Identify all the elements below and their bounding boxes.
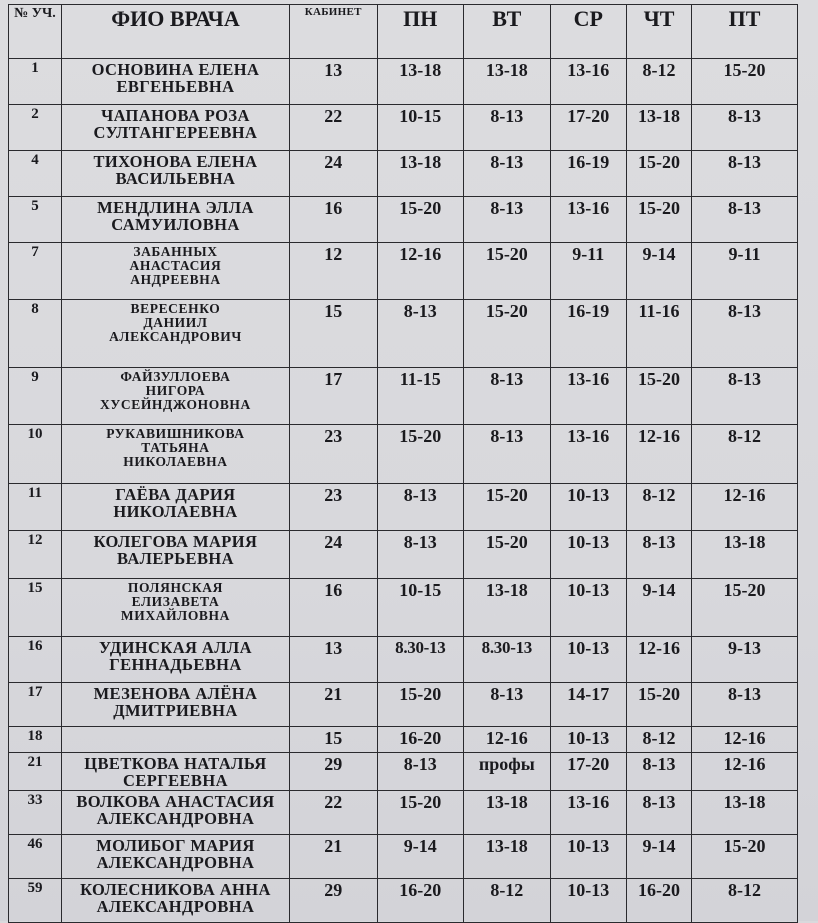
row-number: 17 [9, 683, 62, 727]
hours-tue: профы [464, 753, 551, 791]
hours-thu: 12-16 [626, 425, 691, 484]
row-number: 4 [9, 151, 62, 197]
doctor-name-line: АЛЕКСАНДРОВНА [96, 853, 255, 873]
hours-wed: 10-13 [550, 579, 626, 637]
cabinet-number: 17 [289, 368, 377, 425]
hours-thu: 8-12 [626, 59, 691, 105]
table-row [9, 105, 798, 151]
header-fri: ПТ [692, 5, 798, 59]
doctor-name [61, 105, 289, 151]
hours-fri: 9-13 [692, 637, 798, 683]
hours-wed: 17-20 [550, 753, 626, 791]
cabinet-number: 13 [289, 59, 377, 105]
doctor-name [61, 151, 289, 197]
hours-tue: 8-13 [464, 368, 551, 425]
hours-tue: 8-13 [464, 105, 551, 151]
table-row [9, 368, 798, 425]
hours-fri: 8-13 [692, 105, 798, 151]
cabinet-number: 21 [289, 683, 377, 727]
table-row [9, 879, 798, 923]
table-row [9, 300, 798, 368]
hours-wed: 10-13 [550, 484, 626, 531]
row-number: 33 [9, 791, 62, 835]
doctor-name-line: ХУСЕЙНДЖОНОВНА [100, 397, 251, 413]
header-fio: ФИО ВРАЧА [61, 5, 289, 59]
hours-thu: 16-20 [626, 879, 691, 923]
header-cabinet: КАБИНЕТ [289, 5, 377, 59]
row-number: 16 [9, 637, 62, 683]
doctor-name [61, 243, 289, 300]
cabinet-number: 21 [289, 835, 377, 879]
hours-tue: 15-20 [464, 531, 551, 579]
hours-thu: 15-20 [626, 197, 691, 243]
doctor-name [61, 300, 289, 368]
doctor-name-line: ТАТЬЯНА [141, 440, 210, 456]
hours-mon: 8-13 [377, 300, 464, 368]
row-number: 21 [9, 753, 62, 791]
row-number: 46 [9, 835, 62, 879]
doctor-name [61, 59, 289, 105]
doctor-name-line: ДМИТРИЕВНА [113, 701, 238, 721]
table-row [9, 151, 798, 197]
hours-thu: 8-13 [626, 791, 691, 835]
cabinet-number: 29 [289, 753, 377, 791]
doctor-name-line: ВОЛКОВА АНАСТАСИЯ [76, 792, 275, 811]
doctor-name [61, 727, 289, 753]
cabinet-number: 24 [289, 151, 377, 197]
doctor-name-line: АНАСТАСИЯ [129, 258, 222, 274]
table-row [9, 197, 798, 243]
doctor-name-line: ВЕРЕСЕНКО [130, 301, 221, 316]
hours-mon: 9-14 [377, 835, 464, 879]
table-body [9, 59, 798, 923]
doctor-name-line: УДИНСКАЯ АЛЛА [98, 638, 252, 657]
header-thu: ЧТ [626, 5, 691, 59]
hours-tue: 8-13 [464, 151, 551, 197]
hours-wed: 13-16 [550, 197, 626, 243]
hours-fri: 12-16 [692, 727, 798, 753]
doctor-name [61, 579, 289, 637]
hours-thu: 8-12 [626, 727, 691, 753]
table-row [9, 484, 798, 531]
cabinet-number: 23 [289, 484, 377, 531]
hours-tue: 13-18 [464, 59, 551, 105]
row-number: 7 [9, 243, 62, 300]
hours-wed: 13-16 [550, 59, 626, 105]
doctor-name-line: НИГОРА [145, 383, 206, 399]
doctor-name-line: АЛЕКСАНДРОВИЧ [109, 329, 242, 345]
row-number: 18 [9, 727, 62, 753]
row-number: 11 [9, 484, 62, 531]
cabinet-number: 15 [289, 300, 377, 368]
cabinet-number: 23 [289, 425, 377, 484]
hours-thu: 9-14 [626, 243, 691, 300]
doctor-name-line: АЛЕКСАНДРОВНА [96, 897, 255, 917]
doctor-name [61, 425, 289, 484]
hours-fri: 15-20 [692, 835, 798, 879]
hours-wed: 13-16 [550, 791, 626, 835]
table-row [9, 753, 798, 791]
doctor-name-line: РУКАВИШНИКОВА [106, 426, 245, 441]
hours-wed: 16-19 [550, 300, 626, 368]
doctor-name-line: СУЛТАНГЕРЕЕВНА [93, 123, 258, 143]
hours-fri: 9-11 [692, 243, 798, 300]
header-num: № УЧ. [9, 5, 62, 59]
hours-fri: 15-20 [692, 59, 798, 105]
cabinet-number: 13 [289, 637, 377, 683]
hours-mon: 11-15 [377, 368, 464, 425]
cabinet-number: 24 [289, 531, 377, 579]
table-row [9, 243, 798, 300]
row-number: 10 [9, 425, 62, 484]
row-number: 12 [9, 531, 62, 579]
hours-tue: 12-16 [464, 727, 551, 753]
hours-mon: 15-20 [377, 791, 464, 835]
hours-wed: 13-16 [550, 368, 626, 425]
header-mon: ПН [377, 5, 464, 59]
doctor-name [61, 791, 289, 835]
header-tue: ВТ [464, 5, 551, 59]
cabinet-number: 22 [289, 105, 377, 151]
table-row [9, 531, 798, 579]
doctor-name-line: ГАЁВА ДАРИЯ [115, 485, 236, 504]
cabinet-number: 12 [289, 243, 377, 300]
doctor-name [61, 197, 289, 243]
hours-fri: 8-13 [692, 151, 798, 197]
doctor-name-line: ВАЛЕРЬЕВНА [116, 549, 234, 569]
doctor-name [61, 637, 289, 683]
row-number: 8 [9, 300, 62, 368]
hours-tue: 15-20 [464, 300, 551, 368]
doctor-name [61, 835, 289, 879]
header-row [9, 5, 798, 59]
hours-mon: 15-20 [377, 197, 464, 243]
table-row [9, 425, 798, 484]
header-wed: СР [550, 5, 626, 59]
hours-mon: 16-20 [377, 727, 464, 753]
hours-thu: 13-18 [626, 105, 691, 151]
hours-tue: 13-18 [464, 835, 551, 879]
hours-mon: 15-20 [377, 425, 464, 484]
hours-tue: 8.30-13 [464, 637, 551, 683]
doctor-name-line: МИХАЙЛОВНА [120, 608, 230, 624]
table-row [9, 727, 798, 753]
doctor-name-line: СЕРГЕЕВНА [123, 771, 228, 791]
table-row [9, 637, 798, 683]
hours-thu: 8-12 [626, 484, 691, 531]
hours-tue: 8-13 [464, 197, 551, 243]
hours-thu: 12-16 [626, 637, 691, 683]
hours-mon: 13-18 [377, 151, 464, 197]
hours-wed: 10-13 [550, 835, 626, 879]
hours-fri: 12-16 [692, 484, 798, 531]
hours-mon: 16-20 [377, 879, 464, 923]
hours-wed: 9-11 [550, 243, 626, 300]
table-row [9, 791, 798, 835]
hours-mon: 8-13 [377, 753, 464, 791]
cabinet-number: 22 [289, 791, 377, 835]
hours-mon: 15-20 [377, 683, 464, 727]
row-number: 1 [9, 59, 62, 105]
doctor-name-line: САМУИЛОВНА [111, 215, 240, 235]
hours-fri: 8-12 [692, 425, 798, 484]
row-number: 59 [9, 879, 62, 923]
hours-thu: 15-20 [626, 368, 691, 425]
hours-fri: 8-13 [692, 300, 798, 368]
doctor-name-line: ЧАПАНОВА РОЗА [101, 106, 250, 125]
doctor-name [61, 683, 289, 727]
doctor-name-line: ГЕННАДЬЕВНА [109, 655, 242, 675]
doctor-name-line: КОЛЕСНИКОВА АННА [80, 880, 271, 899]
hours-tue: 8-12 [464, 879, 551, 923]
hours-thu: 9-14 [626, 579, 691, 637]
hours-fri: 8-13 [692, 197, 798, 243]
hours-tue: 15-20 [464, 484, 551, 531]
hours-fri: 15-20 [692, 579, 798, 637]
hours-wed: 10-13 [550, 727, 626, 753]
table-row [9, 579, 798, 637]
hours-wed: 10-13 [550, 879, 626, 923]
doctor-name [61, 879, 289, 923]
cabinet-number: 15 [289, 727, 377, 753]
hours-fri: 12-16 [692, 753, 798, 791]
doctor-name-line: ТИХОНОВА ЕЛЕНА [93, 152, 258, 171]
hours-thu: 11-16 [626, 300, 691, 368]
doctor-name-line: ВАСИЛЬЕВНА [115, 169, 236, 189]
hours-mon: 8-13 [377, 484, 464, 531]
hours-mon: 8-13 [377, 531, 464, 579]
doctor-name [61, 753, 289, 791]
doctor-name [61, 368, 289, 425]
hours-mon: 13-18 [377, 59, 464, 105]
hours-wed: 10-13 [550, 531, 626, 579]
hours-thu: 8-13 [626, 753, 691, 791]
doctor-name-line: НИКОЛАЕВНА [113, 502, 238, 522]
doctor-schedule-table [8, 4, 798, 923]
hours-wed: 17-20 [550, 105, 626, 151]
hours-tue: 13-18 [464, 579, 551, 637]
doctor-name-line: ПОЛЯНСКАЯ [127, 580, 223, 595]
row-number: 5 [9, 197, 62, 243]
row-number: 2 [9, 105, 62, 151]
hours-mon: 8.30-13 [377, 637, 464, 683]
hours-mon: 10-15 [377, 579, 464, 637]
table-row [9, 683, 798, 727]
cabinet-number: 29 [289, 879, 377, 923]
hours-tue: 15-20 [464, 243, 551, 300]
hours-thu: 8-13 [626, 531, 691, 579]
hours-tue: 13-18 [464, 791, 551, 835]
row-number: 15 [9, 579, 62, 637]
hours-thu: 9-14 [626, 835, 691, 879]
doctor-name-line: МЕЗЕНОВА АЛЁНА [93, 684, 258, 703]
doctor-name-line: НИКОЛАЕВНА [123, 454, 228, 470]
doctor-name-line: ОСНОВИНА ЕЛЕНА [91, 60, 260, 79]
cabinet-number: 16 [289, 197, 377, 243]
hours-wed: 13-16 [550, 425, 626, 484]
cabinet-number: 16 [289, 579, 377, 637]
hours-fri: 8-12 [692, 879, 798, 923]
hours-thu: 15-20 [626, 683, 691, 727]
table-row [9, 835, 798, 879]
hours-thu: 15-20 [626, 151, 691, 197]
hours-wed: 16-19 [550, 151, 626, 197]
doctor-name-line: КОЛЕГОВА МАРИЯ [93, 532, 258, 551]
doctor-name-line: ЕВГЕНЬЕВНА [116, 77, 235, 97]
doctor-name-line: АЛЕКСАНДРОВНА [96, 809, 255, 829]
hours-fri: 8-13 [692, 683, 798, 727]
doctor-name-line: ЗАБАННЫХ [133, 244, 218, 259]
hours-fri: 13-18 [692, 531, 798, 579]
doctor-name [61, 531, 289, 579]
hours-mon: 12-16 [377, 243, 464, 300]
hours-tue: 8-13 [464, 425, 551, 484]
doctor-name-line: ФАЙЗУЛЛОЕВА [120, 369, 231, 384]
doctor-name-line: ДАНИИЛ [143, 315, 208, 331]
hours-wed: 10-13 [550, 637, 626, 683]
doctor-name [61, 484, 289, 531]
doctor-name-line: ЦВЕТКОВА НАТАЛЬЯ [84, 754, 267, 773]
hours-fri: 13-18 [692, 791, 798, 835]
doctor-name-line: МЕНДЛИНА ЭЛЛА [97, 198, 254, 217]
hours-mon: 10-15 [377, 105, 464, 151]
hours-fri: 8-13 [692, 368, 798, 425]
doctor-name-line: ЕЛИЗАВЕТА [131, 594, 220, 610]
hours-wed: 14-17 [550, 683, 626, 727]
hours-tue: 8-13 [464, 683, 551, 727]
table-row [9, 59, 798, 105]
doctor-name-line: АНДРЕЕВНА [130, 272, 221, 288]
doctor-name-line: МОЛИБОГ МАРИЯ [96, 836, 255, 855]
row-number: 9 [9, 368, 62, 425]
